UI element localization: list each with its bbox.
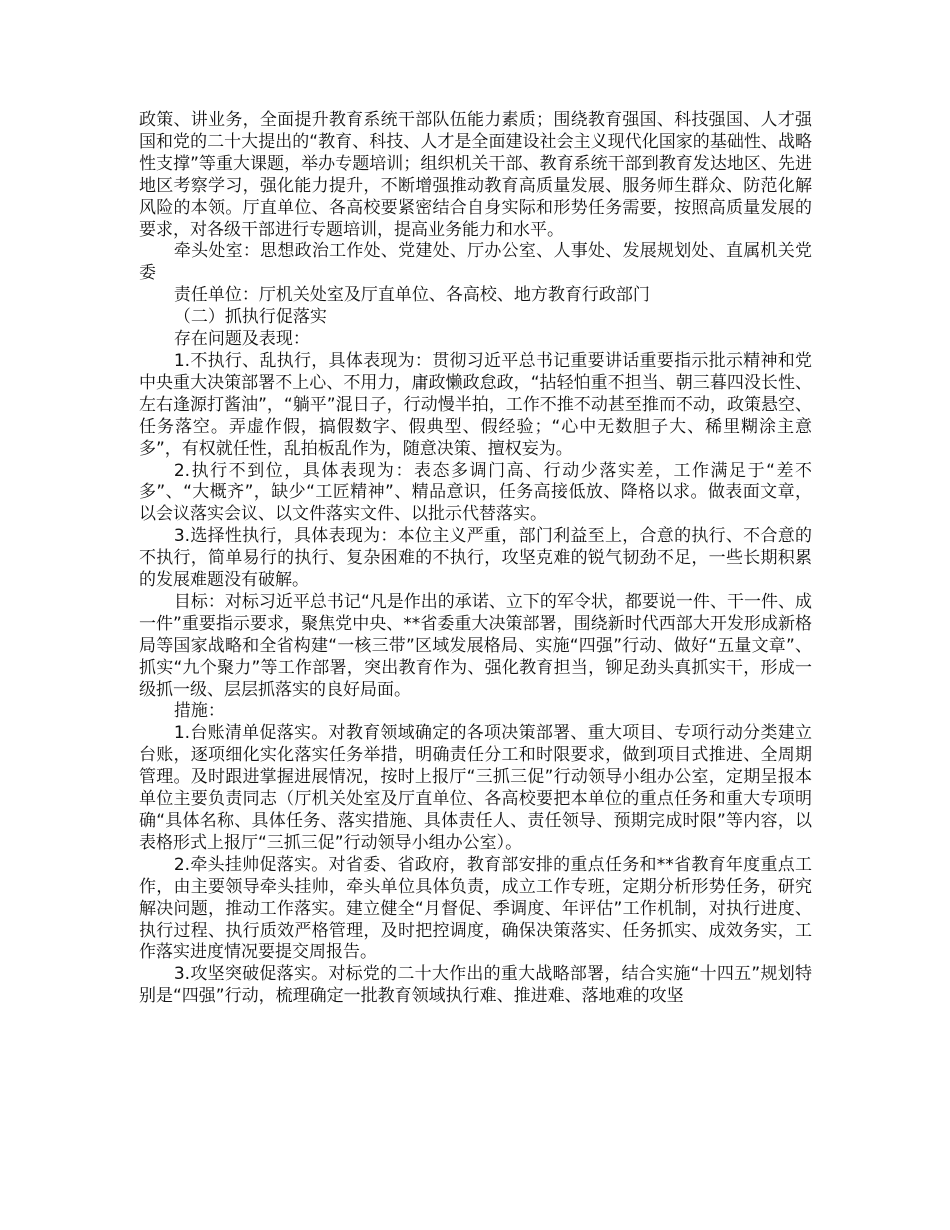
paragraph-measures-heading: 措施：: [173, 701, 225, 722]
paragraph-problem-2: 2.执行不到位，具体表现为：表态多调门高、行动少落实差，工作满足于“差不多”、“大概齐”，缺少“工匠精神”、精品意识，任务高接低放、降格以求。做表面文章，以会议落实会议、以文件落实文件、以批示代替落实。: [139, 460, 812, 525]
paragraph-measure-3: 3.攻坚突破促落实。对标党的二十大作出的重大战略部署，结合实施“十四五”规划特别是“四强”行动，梳理确定一批教育领域执行难、推进难、落地难的攻坚: [139, 964, 812, 1007]
paragraph-problem-3: 3.选择性执行，具体表现为：本位主义严重，部门利益至上，合意的执行、不合意的不执行，简单易行的执行、复杂困难的不执行，攻坚克难的锐气韧劲不足，一些长期积累的发展难题没有破解。: [139, 526, 812, 591]
section-heading-execution: （二）抓执行促落实: [173, 307, 327, 328]
document-body: [139, 110, 812, 1008]
paragraph-measure-1: 1.台账清单促落实。对教育领域确定的各项决策部署、重大项目、专项行动分类建立台账，逐项细化实化落实任务举措，明确责任分工和时限要求，做到项目式推进、全周期管理。及时跟进掌握进展情况，按时上报厅“三抓三促”行动领导小组办公室，定期呈报本单位主要负责同志（厅机关处室及厅直单位、各高校要把本单位的重点任务和重大专项明确“具体名称、具体任务、落实措施、具体责任人、责任领导、预期完成时限”等内容，以表格形式上报厅“三抓三促”行动领导小组办公室）。: [139, 723, 812, 853]
paragraph-problem-1: 1.不执行、乱执行，具体表现为：贯彻习近平总书记重要讲话重要指示批示精神和党中央重大决策部署不上心、不用力，庸政懒政怠政，“拈轻怕重不担当、朝三暮四没长性、左右逢源打酱油”，“躺平”混日子，行动慢半拍，工作不推不动甚至推而不动，政策悬空、任务落空。弄虚作假，搞假数字、假典型、假经验；“心中无数胆子大、稀里糊涂主意多”，有权就任性，乱拍板乱作为，随意决策、擅权妄为。: [139, 350, 812, 459]
paragraph-goal: 目标：对标习近平总书记“凡是作出的承诺、立下的军令状，都要说一件、干一件、成一件”重要指示要求，聚焦党中央、**省委重大决策部署，围绕新时代西部大开发形成新格局等国家战略和全省构建“一核三带”区域发展格局、实施“四强”行动、做好“五量文章”、抓实“九个聚力”等工作部署，突出教育作为、强化教育担当，铆足劲头真抓实干，形成一级抓一级、层层抓落实的良好局面。: [139, 591, 812, 700]
paragraph-training-continuation: 政策、讲业务，全面提升教育系统干部队伍能力素质；围绕教育强国、科技强国、人才强国和党的二十大提出的“教育、科技、人才是全面建设社会主义现代化国家的基础性、战略性支撑”等重大课题，举办专题培训；组织机关干部、教育系统干部到教育发达地区、先进地区考察学习，强化能力提升，不断增强推动教育高质量发展、服务师生群众、防范化解风险的本领。厅直单位、各高校要紧密结合自身实际和形势任务需要，按照高质量发展的要求，对各级干部进行专题培训，提高业务能力和水平。: [139, 110, 812, 240]
paragraph-responsible-units: 责任单位：厅机关处室及厅直单位、各高校、地方教育行政部门: [173, 285, 650, 306]
paragraph-measure-2: 2.牵头挂帅促落实。对省委、省政府，教育部安排的重点任务和**省教育年度重点工作，由主要领导牵头挂帅，牵头单位具体负责，成立工作专班，定期分析形势任务，研究解决问题，推动工作落实。建立健全“月督促、季调度、年评估”工作机制，对执行进度、执行过程、执行质效严格管理，及时把控调度，确保决策落实、任务抓实、成效务实，工作落实进度情况要提交周报告。: [139, 854, 812, 963]
paragraph-lead-departments: 牵头处室：思想政治工作处、党建处、厅办公室、人事处、发展规划处、直属机关党委: [139, 241, 812, 284]
paragraph-problems-heading: 存在问题及表现：: [173, 329, 310, 350]
